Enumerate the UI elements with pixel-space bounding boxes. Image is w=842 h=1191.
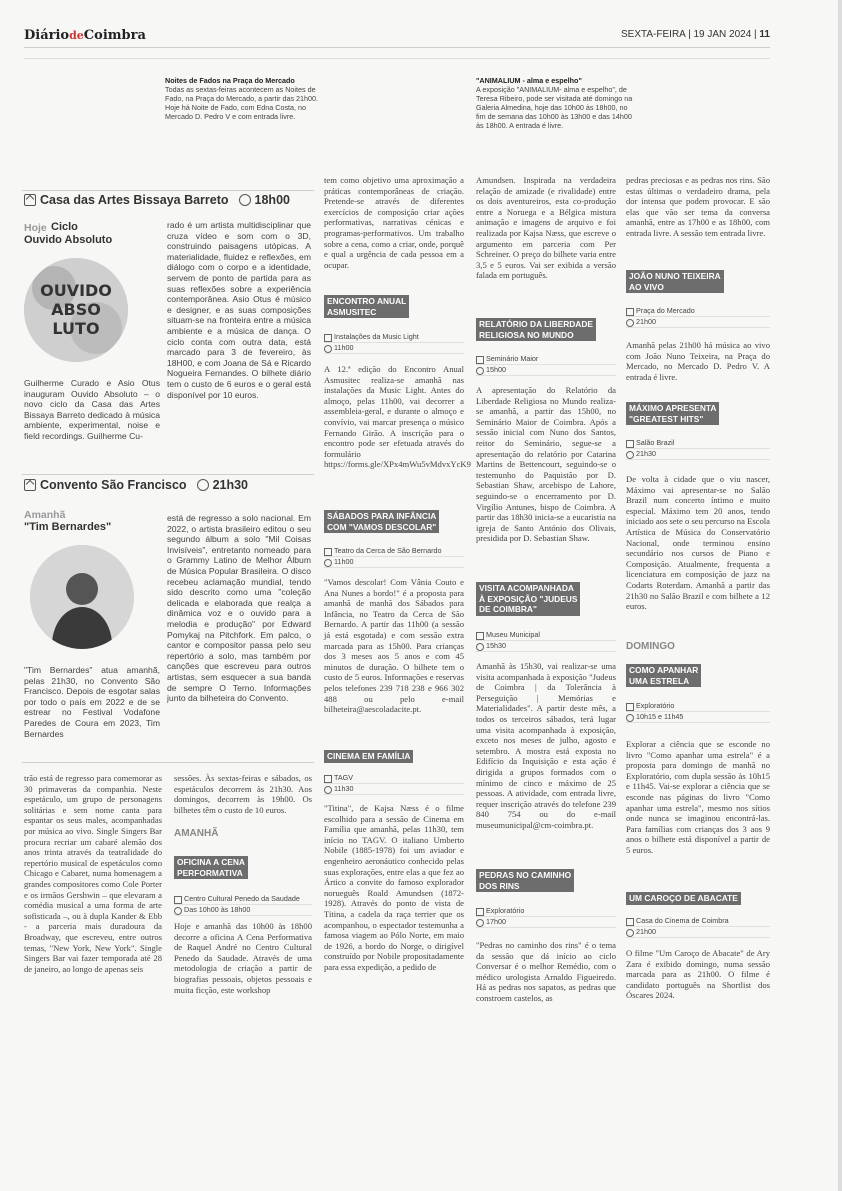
casa-artes-title-1: Ciclo (51, 221, 78, 233)
relatorio-place: Seminário Maior (476, 354, 616, 365)
animalium-box (476, 76, 636, 130)
sabados-time: 11h00 (324, 557, 464, 568)
pedras-meta (476, 906, 616, 928)
pedras-time: 17h00 (476, 917, 616, 928)
oficina-tag: OFICINA A CENA PERFORMATIVA (174, 856, 248, 879)
oficina-time: Das 10h00 às 18h00 (174, 905, 312, 916)
fados-title: Noites de Fados na Praça do Mercado (165, 76, 295, 85)
maximo-meta (626, 438, 770, 460)
tim-bernardes-photo (30, 545, 134, 649)
cinema-tag: CINEMA EM FAMÍLIA (324, 750, 413, 763)
svg-text:OUVIDO: OUVIDO (40, 281, 112, 300)
maximo-tag: MÁXIMO APRESENTA "GREATEST HITS" (626, 402, 719, 425)
joao-time: 21h00 (626, 317, 770, 328)
ouvido-absoluto-poster (24, 258, 128, 362)
cinema-text: "Titina", de Kajsa Næss é o filme escolhido para a sessão de Cinema em Família que amanhã, pelas 11h30, tem início no TAGV. O italiano Umberto Nobile (1885-1978) foi um aviador e engenheiro aeronáutico conhecido pelas suas explorações, entre elas a que fez ao Ártico a convite do famoso explorador norueguês Roald Amundsen (1872-1928). Através do ponto de vista de Titina, a cadela da raça terrier que os acompanhou, o espectador testemunha a famosa viagem ao Pólo Norte, em maio de 1926, a bordo do Norge, o dirigível construído por Nobile propositadamente para essa expedição, a pedido de (324, 803, 464, 972)
casa-artes-header (24, 193, 290, 207)
casa-artes-title-2: Ouvido Absoluto (24, 234, 113, 246)
domingo-heading: DOMINGO (626, 641, 675, 652)
single-singers-text: trão está de regresso para comemorar as 30 primaveras da companhia. Neste espetáculo, um grupo de personagens solitárias e sem nome canta para espantar os seus males, acompanhadas por música ao vivo. Single Singers Bar procura recriar um cabaré alemão dos anos trinta através da teatralidade do repertório musical de espetáculos como Chicago e Cabaret, numa homenagem a grandes compositores como Cole Porter e os irmãos Gershwin – que elevaram a comédia musical a uma forma de arte sofisticada –, ou à dupla Kander & Ebb - a parceria mais duradoura da Broadway, que escreveu, entre outros temas, "New York, New York". Single Singers Bar vai fazer temporada até 28 de janeiro, ao longo de apenas seis (24, 773, 162, 974)
encontro-text: A 12.ª edição do Encontro Anual Asmusitec realiza-se amanhã nas instalações da Music Light. Antes do almoço, pelas 11h00, vai decorrer a assembleia-geral, e durante o almoço e convívio, vai marcar presença o músico Fernando Girão. A inscrição para o encontro pode ser efetuada através do formulário https://forms.gle/XPx4mWu5vMdvxYcK9 (324, 364, 471, 470)
single-singers-end: sessões. Às sextas-feiras e sábados, os espetáculos decorrem às 21h30. Aos domingos, decorrem às 19h00. Os bilhetes têm o custo de 10 euros. (174, 773, 312, 815)
cinema-meta (324, 773, 464, 795)
estrela-time: 10h15 e 11h45 (626, 712, 770, 723)
casa-artes-text-left: Guilherme Curado e Asio Otus inauguram Ouvido Absoluto – o novo ciclo da Casa das Artes Bissaya Barreto dedicado à música ambiente, experimental, noise e field recordings. Guilherme Cu- (24, 378, 160, 441)
joao-tag: JOÃO NUNO TEIXEIRA AO VIVO (626, 270, 724, 293)
fados-text: Todas as sextas-feiras acontecem as Noites de Fado, na Praça do Mercado, a partir das 21h00. Hoje há Noite de Fado, com Edna Costa, no Mercado D. Pedro V e com entrada livre. (165, 85, 319, 121)
cinema-time: 11h30 (324, 784, 464, 795)
cinema-place: TAGV (324, 773, 464, 784)
fados-box (165, 76, 325, 121)
caroco-time: 21h00 (626, 927, 770, 938)
pedras-place: Exploratório (476, 906, 616, 917)
newspaper-logo: DiáriodeCoimbra (24, 28, 146, 43)
titina-continued: Amundsen. Inspirada na verdadeira relação de amizade (e rivalidade) entre os dois aventureiros, esta co-produção entre a Noruega e a Bélgica mistura animação e imagens de arquivo e foi realizada por Kajsa Næss, que escreve o argumento em parceria com Per Schreiner. O preço do bilhete varia entre 3,5 e 5 euros. Vai ser exibida a versão falada em português. (476, 175, 616, 281)
maximo-place: Salão Brazil (626, 438, 770, 449)
oficina-place: Centro Cultural Penedo da Saudade (174, 894, 312, 905)
relatorio-text: A apresentação do Relatório da Liberdade Religiosa no Mundo realiza-se amanhã, a partir das 15h00, no Seminário Maior de Coimbra. Após a sessão inicial com Nuno dos Santos, reitor do Seminário, segue-se a apresentação do relatório por Catarina Martins de Bettencourt, seguindo-se o testemunho do Paquistão por D. Sebastian Shaw, arcebispo de Lahore, seguindo-se o encerramento por D. Virgílio Antunes, bispo de Coimbra. A partir das 18h30 inicia-se a eucaristia na igreja de Santo António dos Olivais, presidida por D. Sebastian Shaw. (476, 385, 616, 544)
encontro-tag: ENCONTRO ANUAL ASMUSITEC (324, 295, 409, 318)
caroco-tag: UM CAROÇO DE ABACATE (626, 892, 741, 905)
clock-icon (239, 194, 251, 206)
sabados-text: "Vamos descolar! Com Vânia Couto e Ana Nunes a bordo!" é a proposta para amanhã de manhã dos Sábados para Infância, no Teatro da Cerca de São Bernardo. A partir das 11h00 (a sessão já está esgotada) e com sessão extra marcada para as 15h00. Para crianças dos 3 meses aos 5 anos e com 45 minutos de duração. O bilhete tem o custo de 5 euros. Informações e reservas pelos telefones 239 718 238 e 966 302 488 ou pelo e-mail bilheteira@aescoladacite.pt. (324, 577, 464, 715)
amanha-heading: AMANHÃ (174, 828, 219, 839)
sabados-tag: SÁBADOS PARA INFÂNCIA COM "VAMOS DESCOLAR" (324, 510, 439, 533)
visita-text: Amanhã às 15h30, vai realizar-se uma visita acompanhada à exposição "Judeus de Coimbra | da Tolerância à Perseguição | Memórias e Materialidades". A partir deste mês, a todos os terceiros sábados, terá lugar uma visita acompanhada à exposição, exceto nos meses de julho, agosto e setembro. A mostra está exposta no Edifício da Inquisição e esta ação é dirigida a grupos formados com o mínimo de cinco e máximo de 25 pessoas. A atividade, com entrada livre, requer inscrição através do telefone 239 840 754 ou do e-mail museumunicipal@cm-coimbra.pt. (476, 661, 616, 830)
convento-kicker: Amanhã (24, 509, 66, 521)
oficina-meta (174, 894, 312, 916)
masthead (24, 26, 770, 48)
section-divider (22, 474, 314, 475)
visita-meta (476, 630, 616, 652)
oficina-continued: tem como objetivo uma aproximação a práticas contemporâneas de criação. Pretende-se através de diferentes exercícios de composição criar ações performativas, narrativas cénicas e programas-performativos. Um trabalho sobre a cena, como a criar, onde, porquê e qual a urgência de cada pessoa em a ocupar. (324, 175, 464, 270)
convento-time: 21h30 (212, 478, 249, 492)
animalium-title: "ANIMALIUM - alma e espelho" (476, 76, 582, 85)
venue-icon (24, 194, 36, 206)
casa-artes-kicker: Hoje (24, 222, 47, 234)
pedras-tag: PEDRAS NO CAMINHO DOS RINS (476, 869, 574, 892)
section-divider (22, 190, 314, 191)
maximo-time: 21h30 (626, 449, 770, 460)
pedras-continued: pedras preciosas e as pedras nos rins. São estas últimas o verdadeiro drama, pela dor intensa que podem provocar. E são elas que vão ser tema da conversa amanhã, entre as 17h00 e as 18h00, com entrada livre. A sessão tem entrada livre. (626, 175, 770, 238)
caroco-text: O filme "Um Caroço de Abacate" de Ary Zara é exibido domingo, numa sessão marcada para as 21h00. O filme é candidato português na Shortlist dos Óscares 2024. (626, 948, 770, 1001)
venue-icon (24, 479, 36, 491)
encontro-place: Instalações da Music Light (324, 332, 464, 343)
poster-graphic (24, 258, 128, 362)
caroco-meta (626, 916, 770, 938)
sabados-meta (324, 546, 464, 568)
svg-text:LUTO: LUTO (52, 319, 100, 338)
joao-meta (626, 306, 770, 328)
page-number: 11 (759, 29, 770, 40)
convento-title: "Tim Bernardes" (24, 521, 112, 533)
joao-place: Praça do Mercado (626, 306, 770, 317)
portrait-graphic (30, 545, 134, 649)
top-divider (24, 58, 770, 59)
sabados-place: Teatro da Cerca de São Bernardo (324, 546, 464, 557)
clock-icon (197, 479, 209, 491)
convento-text-left: "Tim Bernardes" atua amanhã, pelas 21h30, no Convento São Francisco. Depois de esgotar salas por todo o país em 2022 e de se estrear no Festival Vodafone Paredes de Coura em 2023, Tim Bernardes (24, 665, 160, 739)
casa-artes-time: 18h00 (254, 193, 290, 207)
caroco-place: Casa do Cinema de Coimbra (626, 916, 770, 927)
svg-text:ABSO: ABSO (51, 300, 101, 319)
section-divider (22, 762, 314, 763)
maximo-text: De volta à cidade que o viu nascer, Máximo vai apresentar-se no Salão Brazil num concerto íntimo e muito especial. Máximo tem 20 anos, tendo iniciado aos sete o seu percurso na Escola Artística de Música do Conservatório Nacional, onde terminou ensino secundário nos cursos de Piano e Composição. Atualmente, frequenta a licenciatura em composição de jazz na Codarts Roterdam. Amanhã a partir das 21h30 no Salão Brazil e com bilhete a 12 euros. (626, 474, 770, 612)
dateline (621, 29, 770, 40)
convento-header (24, 478, 248, 492)
estrela-tag: COMO APANHAR UMA ESTRELA (626, 664, 701, 687)
relatorio-meta (476, 354, 616, 376)
relatorio-tag: RELATÓRIO DA LIBERDADE RELIGIOSA NO MUNDO (476, 318, 596, 341)
encontro-meta (324, 332, 464, 354)
casa-artes-venue: Casa das Artes Bissaya Barreto (40, 193, 229, 207)
oficina-text: Hoje e amanhã das 10h00 às 18h00 decorre a oficina A Cena Performativa de Raquel André no Centro Cultural Penedo da Saudade. Através de uma metodologia de criação a partir de biografias pessoais, objetos pessoais e muita ficção, este workshop (174, 921, 312, 995)
estrela-place: Exploratório (626, 701, 770, 712)
scan-edge (838, 0, 842, 1191)
visita-place: Museu Municipal (476, 630, 616, 641)
visita-tag: VISITA ACOMPANHADA À EXPOSIÇÃO "JUDEUS DE COIMBRA" (476, 582, 580, 616)
animalium-text: A exposição "ANIMALIUM- alma e espelho", de Teresa Ribeiro, pode ser visitada até domingo na Galeria Almedina, hoje das 10h00 às 18h00, no fim de semana das 10h00 às 13h00 e das 14h00 às 18h00. A entrada é livre. (476, 85, 633, 130)
joao-text: Amanhã pelas 21h00 há música ao vivo com João Nuno Teixeira, na Praça do Mercado, no Mercado D. Pedro V. A entrada é livre. (626, 340, 770, 382)
visita-time: 15h30 (476, 641, 616, 652)
convento-venue: Convento São Francisco (40, 478, 187, 492)
pedras-text: "Pedras no caminho dos rins" é o tema da sessão que dá início ao ciclo Conversar é o melhor Remédio, com o médico urologista Arnaldo Figueiredo. Há as pedras nos sapatos, as pedras que constroem castelos, as (476, 940, 616, 1003)
casa-artes-text-right: rado é um artista multidisciplinar que cruza vídeo e som com o 3D, construindo paisagens utópicas. A materialidade, fluidez e reflexões, em diálogo com o corpo e a identidade, servem de ponto de partida para as suas reflexões sobre a experiência contemporânea. Asio Otus é músico e designer, e as suas composições situam-se na fronteira entre a música ambiente e a música de dança. O ciclo conta com outra data, está marcado para 3 de fevereiro, às 18H00, e com Joana de Sá e Ricardo Nogueira Fernandes. O bilhete diário tem o custo de 6 euros e o geral está disponível por 10 euros. (167, 220, 311, 400)
relatorio-time: 15h00 (476, 365, 616, 376)
estrela-meta (626, 701, 770, 723)
estrela-text: Explorar a ciência que se esconde no livro "Como apanhar uma estrela" é a proposta para domingo de manhã no Exploratório, com dupla sessão às 10h15 e 11h45. Vai-se explorar a ciência que se esconde nas páginas do livro "Como apanhar uma estrela", mesmo nos sítios onde nunca se imaginou encontrá-las. Para famílias com crianças dos 3 aos 9 anos o bilhete está disponível a partir de 5 euros. (626, 739, 770, 855)
convento-text-right: está de regresso a solo nacional. Em 2022, o artista brasileiro editou o seu segundo álbum a solo "Mil Coisas Invisíveis", entretanto nomeado para o Grammy Latino de Melhor Álbum de Música Popular Brasileira. O disco recebeu aclamação mundial, tendo sido descrito como uma "coleção delicada e elaborada que realça a dinâmica voz e o ouvido para a melodia e produção" por Edward Pomykaj na Pitchfork. Em palco, o cantor e compositor passa pelo seu repertório a solo, mas também por canções que escreveu para outros artistas, sem esquecer a sua banda de sempre O Terno. Informações junto da bilheteira do Convento. (167, 513, 311, 704)
issue-date: SEXTA-FEIRA | 19 JAN 2024 | (621, 29, 757, 40)
encontro-time: 11h00 (324, 343, 464, 354)
